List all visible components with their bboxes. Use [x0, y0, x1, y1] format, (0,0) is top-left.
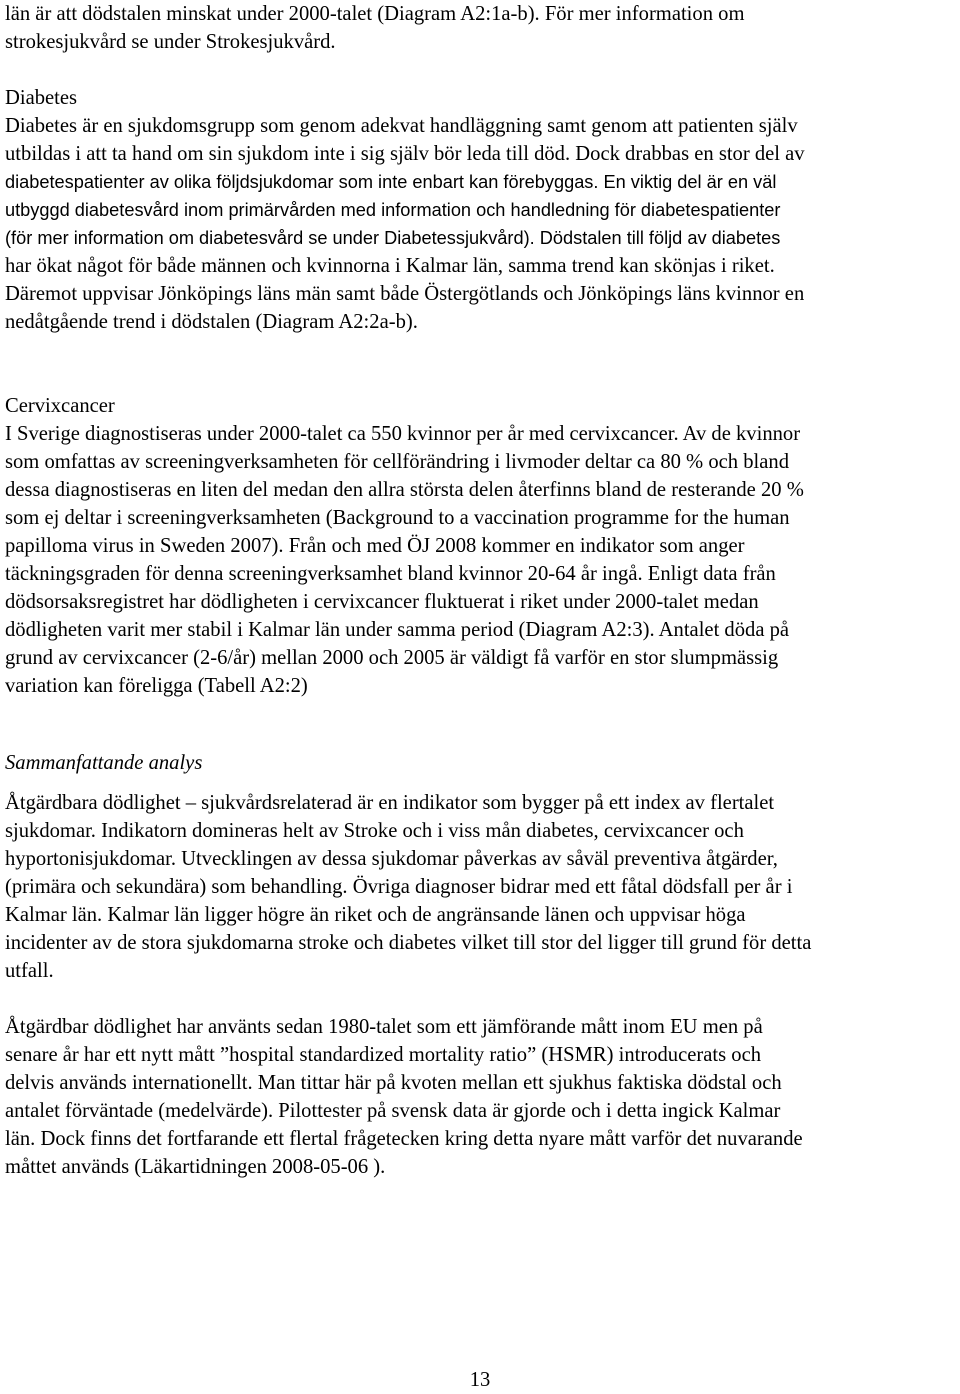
summary-line: Åtgärdbara dödlighet – sjukvårdsrelaterad är en indikator som bygger på ett index av flertalet	[5, 792, 775, 814]
intro-line	[5, 0, 955, 28]
summary-line: län. Dock finns det fortfarande ett flertal frågetecken kring detta nyare mått varför det nuvarande	[5, 1128, 803, 1150]
cervix-line: dessa diagnostiseras en liten del medan den allra största delen återfinns bland de resterande 20 %	[5, 479, 804, 501]
cervix-section	[5, 392, 955, 700]
summary-paragraph-1	[5, 789, 955, 985]
cervix-line: dödligheten varit mer stabil i Kalmar län under samma period (Diagram A2:3). Antalet döda på	[5, 619, 790, 641]
intro-line-text: län är att dödstalen minskat under 2000-talet (Diagram A2:1a-b). För mer information om	[5, 3, 745, 25]
diabetes-line: Diabetes är en sjukdomsgrupp som genom adekvat handläggning samt genom att patienten själv	[5, 115, 798, 137]
summary-line: antalet förväntade (medelvärde). Pilottester på svensk data är gjorde och i detta ingick Kalmar	[5, 1100, 781, 1122]
cervix-line: som omfattas av screeningverksamheten för cellförändring i livmoder deltar ca 80 % och bland	[5, 451, 790, 473]
summary-heading: Sammanfattande analys	[5, 752, 203, 774]
section-heading: Diabetes	[5, 87, 78, 109]
diabetes-line: Däremot uppvisar Jönköpings läns män samt både Östergötlands och Jönköpings läns kvinnor en	[5, 283, 805, 305]
summary-line: hyportonisjukdomar. Utvecklingen av dessa sjukdomar påverkas av såväl preventiva åtgärder,	[5, 848, 778, 870]
summary-line: senare år har ett nytt mått ”hospital standardized mortality ratio” (HSMR) introducerats och	[5, 1044, 762, 1066]
cervix-line: täckningsgraden för denna screeningverksamhet bland kvinnor 20-64 år ingå. Enligt data från	[5, 563, 776, 585]
intro-paragraph	[5, 0, 955, 56]
diabetes-line: (för mer information om diabetesvård se under Diabetessjukvård). Dödstalen till följd av diabetes	[5, 228, 781, 248]
diabetes-line: har ökat något för både männen och kvinnorna i Kalmar län, samma trend kan skönjas i riket.	[5, 255, 775, 277]
intro-line-text: strokesjukvård se under Strokesjukvård.	[5, 31, 336, 53]
summary-line: utfall.	[5, 960, 54, 982]
cervix-line: variation kan föreligga (Tabell A2:2)	[5, 675, 308, 697]
summary-line: sjukdomar. Indikatorn domineras helt av Stroke och i viss mån diabetes, cervixcancer och	[5, 820, 744, 842]
cervix-line: I Sverige diagnostiseras under 2000-talet ca 550 kvinnor per år med cervixcancer. Av de kvinnor	[5, 423, 801, 445]
summary-line: Kalmar län. Kalmar län ligger högre än riket och de angränsande länen och uppvisar höga	[5, 904, 746, 926]
summary-line: (primära och sekundära) som behandling. Övriga diagnoser bidrar med ett fåtal dödsfall per år i	[5, 876, 793, 898]
cervix-line: dödsorsaksregistret har dödligheten i cervixcancer fluktuerat i riket under 2000-talet medan	[5, 591, 759, 613]
summary-line: måttet används (Läkartidningen 2008-05-06 ).	[5, 1156, 386, 1178]
summary-paragraph-2	[5, 1013, 955, 1181]
diabetes-line: nedåtgående trend i dödstalen (Diagram A2:2a-b).	[5, 311, 418, 333]
cervix-line: grund av cervixcancer (2-6/år) mellan 2000 och 2005 är väldigt få varför en stor slumpmässig	[5, 647, 779, 669]
section-heading: Cervixcancer	[5, 395, 115, 417]
cervix-line: papilloma virus in Sweden 2007). Från och med ÖJ 2008 kommer en indikator som anger	[5, 535, 745, 557]
diabetes-line: diabetespatienter av olika följdsjukdomar som inte enbart kan förebyggas. En viktig del är en väl	[5, 172, 777, 192]
diabetes-section	[5, 84, 955, 336]
page-number: 13	[469, 1369, 491, 1391]
intro-line	[5, 28, 955, 56]
summary-heading-block	[5, 749, 955, 777]
summary-line: incidenter av de stora sjukdomarna stroke och diabetes vilket till stor del ligger till grund för detta	[5, 932, 812, 954]
diabetes-line: utbyggd diabetesvård inom primärvården med information och handledning för diabetespatienter	[5, 200, 781, 220]
cervix-line: som ej deltar i screeningverksamheten (Background to a vaccination programme for the human	[5, 507, 790, 529]
summary-line: delvis används internationellt. Man tittar här på kvoten mellan ett sjukhus faktiska dödstal och	[5, 1072, 782, 1094]
diabetes-line: utbildas i att ta hand om sin sjukdom inte i sig själv bör leda till död. Dock drabbas en stor del av	[5, 143, 805, 165]
summary-line: Åtgärdbar dödlighet har använts sedan 1980-talet som ett jämförande mått inom EU men på	[5, 1016, 763, 1038]
